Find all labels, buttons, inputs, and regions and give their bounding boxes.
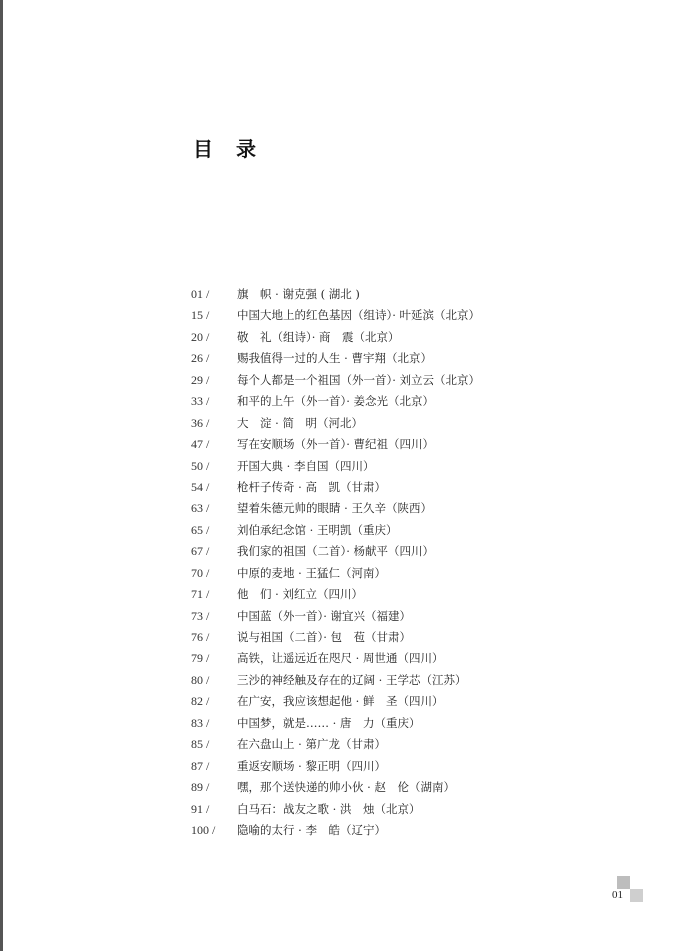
toc-entry-title: 赐我值得一过的人生 · 曹宇翔（北京） xyxy=(237,351,432,366)
toc-entry[interactable] xyxy=(191,391,480,412)
toc-entry-title: 枪杆子传奇 · 高 凯（甘肃） xyxy=(237,479,386,494)
toc-entry[interactable] xyxy=(191,284,480,305)
toc-entry-title: 隐喻的太行 · 李 皓（辽宁） xyxy=(237,822,386,837)
toc-page-number: 87 / xyxy=(191,758,210,773)
toc-entry[interactable] xyxy=(191,734,480,755)
toc-entry-title: 中国大地上的红色基因（组诗）· 叶延滨（北京） xyxy=(237,308,481,323)
toc-entry-title: 大 淀 · 简 明（河北） xyxy=(237,415,363,430)
toc-page-number: 83 / xyxy=(191,715,210,730)
toc-page-number: 36 / xyxy=(191,415,210,430)
toc-page-number: 73 / xyxy=(191,608,210,623)
toc-entry-title: 三沙的神经触及存在的辽阔 · 王学芯（江苏） xyxy=(237,672,467,687)
toc-entry-title: 开国大典 · 李自国（四川） xyxy=(237,458,375,473)
corner-square-dark xyxy=(617,876,630,889)
toc-entry[interactable] xyxy=(191,713,480,734)
page-spine-edge xyxy=(0,0,3,951)
toc-page-number: 50 / xyxy=(191,458,210,473)
toc-entry[interactable] xyxy=(191,434,480,455)
toc-entry[interactable] xyxy=(191,477,480,498)
toc-page-number: 01 / xyxy=(191,287,210,301)
toc-entry[interactable] xyxy=(191,327,480,348)
toc-entry-title: 每个人都是一个祖国（外一首）· 刘立云（北京） xyxy=(237,372,481,387)
toc-entry-title: 白马石：战友之歌 · 洪 烛（北京） xyxy=(237,801,421,816)
toc-entry-title: 刘伯承纪念馆 · 王明凯（重庆） xyxy=(237,522,398,537)
toc-entry-title: 敬 礼（组诗）· 商 震（北京） xyxy=(237,329,400,344)
toc-entry-title: 说与祖国（二首）· 包 苞（甘肃） xyxy=(237,630,412,644)
toc-entry[interactable] xyxy=(191,756,480,777)
toc-entry[interactable] xyxy=(191,305,480,326)
toc-entry[interactable] xyxy=(191,370,480,391)
toc-entry[interactable] xyxy=(191,563,480,584)
toc-page-number: 71 / xyxy=(191,587,210,602)
toc-page-number: 79 / xyxy=(191,651,210,666)
toc-entry[interactable] xyxy=(191,498,480,519)
toc-entry[interactable] xyxy=(191,648,480,669)
toc-entry-title: 中国梦，就是…… · 唐 力（重庆） xyxy=(237,715,421,730)
toc-page-number: 70 / xyxy=(191,565,210,580)
toc-entry-title: 高铁，让遥远近在咫尺 · 周世通（四川） xyxy=(237,651,444,666)
toc-entry[interactable] xyxy=(191,606,480,627)
toc-page-number: 82 / xyxy=(191,694,210,709)
toc-entry[interactable] xyxy=(191,413,480,434)
toc-page-number: 15 / xyxy=(191,308,210,323)
toc-entry[interactable] xyxy=(191,777,480,798)
page-title: 目 录 xyxy=(193,137,264,161)
toc-page-number: 100 / xyxy=(191,822,216,837)
toc-page-number: 33 / xyxy=(191,394,210,409)
toc-page-number: 63 / xyxy=(191,501,210,516)
toc-entry-title: 在六盘山上 · 第广龙（甘肃） xyxy=(237,737,386,752)
toc-entry[interactable] xyxy=(191,456,480,477)
toc-entry[interactable] xyxy=(191,820,480,841)
toc-page-number: 65 / xyxy=(191,522,210,537)
toc-entry-title: 我们家的祖国（二首）· 杨献平（四川） xyxy=(237,544,435,559)
toc-entry-title: 中国蓝（外一首）· 谢宜兴（福建） xyxy=(237,608,412,623)
toc-entry-title: 嘿，那个送快递的帅小伙 · 赵 伦（湖南） xyxy=(237,780,455,795)
page-number: 01 xyxy=(612,889,623,901)
toc-page-number: 47 / xyxy=(191,437,210,452)
toc-entry-title: 和平的上午（外一首）· 姜念光（北京） xyxy=(237,394,435,409)
toc-entry[interactable] xyxy=(191,348,480,369)
toc-entry[interactable] xyxy=(191,799,480,820)
toc-entry-title: 望着朱德元帅的眼睛 · 王久辛（陕西） xyxy=(237,501,432,516)
toc-page-number: 80 / xyxy=(191,672,210,687)
toc-page-number: 67 / xyxy=(191,544,210,559)
toc-entry-title: 重返安顺场 · 黎正明（四川） xyxy=(237,758,386,773)
toc-entry-title: 中原的麦地 · 王猛仁（河南） xyxy=(237,565,386,580)
toc-list xyxy=(191,284,480,841)
toc-entry[interactable] xyxy=(191,541,480,562)
toc-entry[interactable] xyxy=(191,691,480,712)
toc-page-number: 54 / xyxy=(191,479,210,494)
toc-entry-title: 旗 帜 · 谢克强 ( 湖北 ) xyxy=(237,287,360,301)
toc-page-number: 91 / xyxy=(191,801,210,816)
toc-entry[interactable] xyxy=(191,584,480,605)
toc-entry[interactable] xyxy=(191,627,480,648)
toc-entry[interactable] xyxy=(191,520,480,541)
toc-page-number: 20 / xyxy=(191,329,210,344)
toc-page-number: 29 / xyxy=(191,372,210,387)
toc-page-number: 76 / xyxy=(191,630,210,644)
toc-page-number: 26 / xyxy=(191,351,210,366)
toc-entry-title: 在广安，我应该想起他 · 鲜 圣（四川） xyxy=(237,694,444,709)
corner-square-light xyxy=(630,889,643,902)
toc-entry-title: 他 们 · 刘红立（四川） xyxy=(237,587,363,602)
toc-page-number: 85 / xyxy=(191,737,210,752)
toc-entry[interactable] xyxy=(191,670,480,691)
toc-page-number: 89 / xyxy=(191,780,210,795)
toc-entry-title: 写在安顺场（外一首）· 曹纪祖（四川） xyxy=(237,437,435,452)
